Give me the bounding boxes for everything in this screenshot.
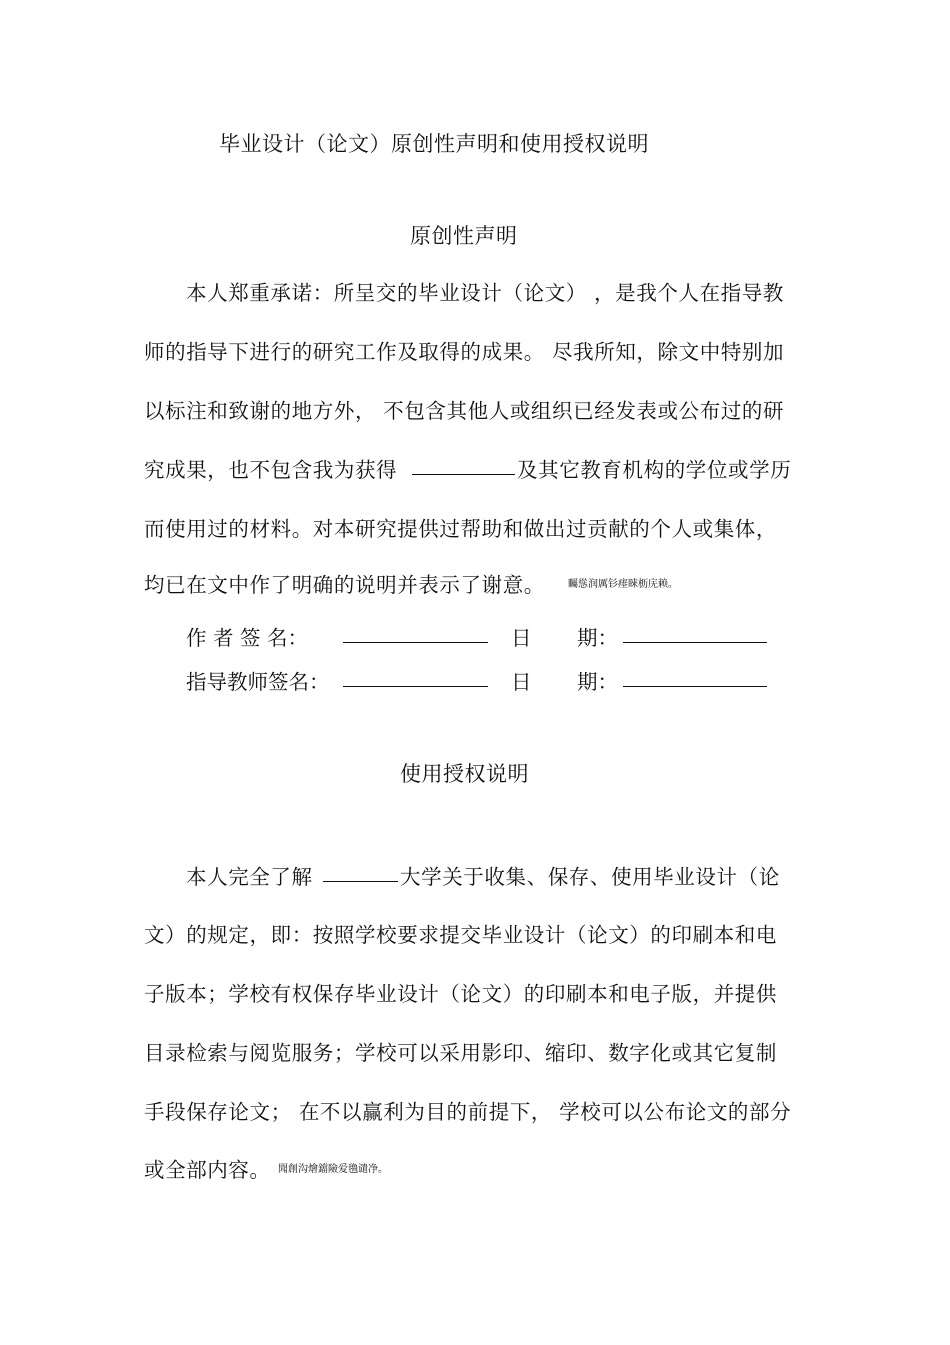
author-date-char2: 期： [577, 626, 618, 650]
authorization-line-1b: 大学关于收集、保存、使用毕业设计（论 [400, 865, 780, 889]
originality-garbled-note: 矚慫润厲钐瘗睞枥庑赖。 [568, 579, 678, 590]
university-blank [323, 881, 398, 882]
authorization-line-3: 子版本；学校有权保存毕业设计（论文）的印刷本和电子版，并提供 [144, 982, 777, 1006]
originality-heading: 原创性声明 [410, 224, 518, 248]
document-title: 毕业设计（论文）原创性声明和使用授权说明 [219, 132, 649, 156]
originality-line-4b: 及其它教育机构的学位或学历 [517, 458, 792, 482]
authorization-line-6: 或全部内容。 [144, 1158, 271, 1182]
originality-line-5: 而使用过的材料。对本研究提供过帮助和做出过贡献的个人或集体， [144, 517, 777, 541]
authorization-heading: 使用授权说明 [400, 762, 529, 786]
originality-line-6: 均已在文中作了明确的说明并表示了谢意。 [144, 573, 545, 597]
author-date-char1: 日 [511, 626, 532, 650]
advisor-date-char2: 期： [577, 670, 618, 694]
authorization-line-2: 文）的规定，即：按照学校要求提交毕业设计（论文）的印刷本和电 [144, 923, 777, 947]
advisor-signature-blank [343, 686, 488, 687]
authorization-line-5: 手段保存论文； 在不以赢利为目的前提下， 学校可以公布论文的部分 [144, 1100, 792, 1124]
author-signature-blank [343, 642, 488, 643]
degree-blank [412, 474, 515, 475]
authorization-line-4: 目录检索与阅览服务；学校可以采用影印、缩印、数字化或其它复制 [144, 1041, 777, 1065]
authorization-line-1a: 本人完全了解 [186, 865, 313, 889]
advisor-signature-label: 指导教师签名： [186, 670, 330, 694]
author-signature-label: 作 者 签 名： [186, 626, 309, 650]
originality-line-4a: 究成果，也不包含我为获得 [144, 458, 398, 482]
originality-line-1: 本人郑重承诺：所呈交的毕业设计（论文） ，是我个人在指导教 [186, 281, 784, 305]
advisor-date-blank [623, 686, 767, 687]
author-date-blank [623, 642, 767, 643]
originality-line-2: 师的指导下进行的研究工作及取得的成果。 尽我所知，除文中特别加 [144, 340, 785, 364]
authorization-garbled-note: 聞創沟燴鐺險爱氇谴净。 [278, 1164, 388, 1175]
originality-line-3: 以标注和致谢的地方外， 不包含其他人或组织已经发表或公布过的研 [144, 399, 785, 423]
advisor-date-char1: 日 [511, 670, 532, 694]
